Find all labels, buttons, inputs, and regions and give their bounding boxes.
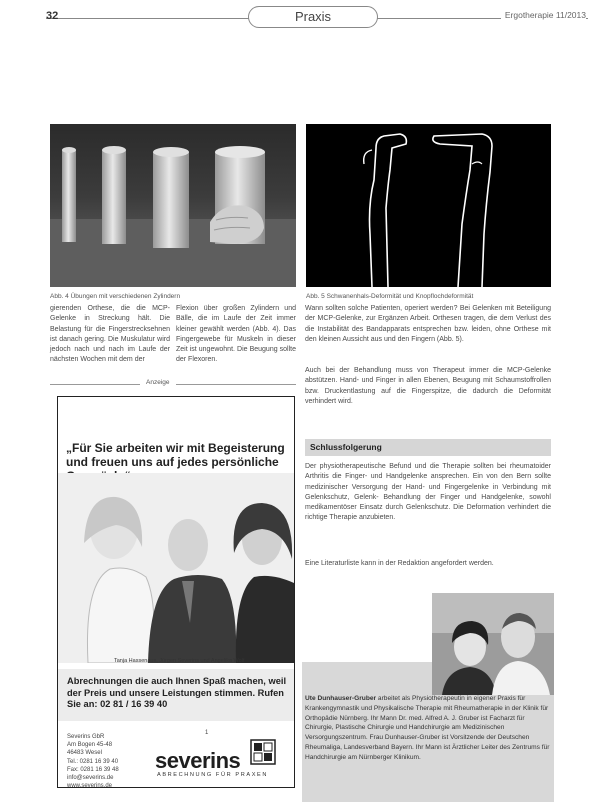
page-number: 32 xyxy=(46,10,59,22)
right-column-paragraph-1: Wann sollten solche Patienten, operiert werden? Bei Gelenken mit Beteiligung der MCP-Gelenke, zur Ergänzen Arbeit. Orthesen tragen, die dem Verlust des die Instabilität des Bandapparats entsprechen bzw. leiden, ohne Orthese mit den kleinen Aussicht aus und den Fingern (Abb. 5). xyxy=(305,305,551,343)
severins-logo-icon xyxy=(250,739,276,765)
author-photo xyxy=(432,593,554,695)
left-column-text: gierenden Orthese, die die MCP-Gelenke in Streckung hält. Die Belastung für die Fingerstrecksehnen ist danach gering. Die Muskulatur wird jedoch nach und nach im Laufe der nächsten Wochen mit dem der xyxy=(50,305,170,364)
page-header xyxy=(0,0,616,30)
conclusion-heading-box xyxy=(305,439,551,456)
author-portrait-illustration xyxy=(432,593,554,695)
advert-photo-caption: Tanja Hassenaus, Jürgen Severins und Angelika Wolf xyxy=(114,658,245,664)
issue-reference: Ergotherapie 11/2013 xyxy=(501,10,586,20)
address-line: Fax: 0281 16 39 48 xyxy=(67,766,119,773)
advert-address xyxy=(67,733,119,788)
cylinder-exercise-illustration xyxy=(50,124,296,287)
literature-note: Eine Literaturliste kann in der Redaktion angefordert werden. xyxy=(305,560,494,567)
cylinder-exercise-photo xyxy=(50,124,296,287)
finger-deformity-drawing xyxy=(306,124,551,287)
severins-logo-tagline: ABRECHNUNG FÜR PRAXEN xyxy=(157,772,268,778)
author-bio xyxy=(305,694,552,763)
address-line: Am Bogen 45-48 xyxy=(67,742,113,749)
address-line: Severins GbR xyxy=(67,734,105,740)
advert-label: Anzeige xyxy=(140,379,176,386)
advert-team-photo xyxy=(58,473,294,663)
severins-advert xyxy=(57,396,295,788)
right-column-paragraph-2: Auch bei der Behandlung muss von Therapeut immer die MCP-Gelenke abstützen. Hand- und Finger in allen Ebenen, Beugung mit Schaumstoffrollen bzw. Druckentlastung auf die Fingerspitze, die dadurch die Deformität verhindert wird. xyxy=(305,367,551,405)
address-line: 46483 Wesel xyxy=(67,750,102,757)
section-title: Praxis xyxy=(294,9,332,24)
conclusion-heading: Schlussfolgerung xyxy=(310,442,382,452)
figure-caption-left: Abb. 4 Übungen mit verschiedenen Zylindern xyxy=(50,293,181,300)
advert-index-mark: 1 xyxy=(205,730,209,736)
figure-caption-right: Abb. 5 Schwanenhals-Deformität und Knopflochdeformität xyxy=(306,293,474,300)
advert-callout-band xyxy=(58,669,294,721)
advert-headline: „Für Sie arbeiten wir mit Begeisterung und freuen uns auf jedes persönliche xyxy=(66,441,285,469)
middle-column-text: Flexion über großen Zylindern und Bälle, die im Laufe der Zeit immer kleiner gewählt werden (Abb. 4). Das Fingergewebe für Muskeln in dieser Zeit ist ungewohnt. Die Beugung sollte der Flexoren. xyxy=(176,305,296,364)
section-tab xyxy=(248,6,378,28)
address-line: Tel.: 0281 16 39 40 xyxy=(67,758,119,765)
address-line: info@severins.de xyxy=(67,775,114,782)
severins-logo-text: severins xyxy=(155,748,241,773)
team-portrait-illustration xyxy=(58,473,294,663)
address-line: www.severins.de xyxy=(67,783,113,788)
advert-callout-text: Abrechnungen die auch Ihnen Spaß machen, weil der Preis und unsere Leistungen stimmen. Rufen Sie an: 02 81 / 16 39 40 xyxy=(67,676,287,710)
author-bio-text: arbeitet als Physiotherapeutin in eigener Praxis für Krankengymnastik und Physikalische Therapie mit Rheumatherapie in der Klinik für Orthopädie Nürnberg. Ihr Mann Dr. med. Alfred A. J. Gruber ist Facharzt für Chirurgie, Plastische Chirurgie und Handchirurgie am Medizinischen Versorgungszentrum. Frau Dunhauser-Gruber ist Vorsitzende der Deutschen Rheumaliga, Landesverband Bayern. Ihr Mann ist Ärztlicher Leiter des Zentrums für Handchirurgie am Nürnberger Klinikum. xyxy=(305,695,550,761)
hand-outline-illustration xyxy=(306,124,551,287)
author-name: Ute Dunhauser-Gruber xyxy=(305,695,377,702)
conclusion-paragraph: Der physiotherapeutische Befund und die Therapie sollten bei rheumatoider Arthritis die Finger- und Handgelenke ansprechen. Ein von den Bern sollte medizinischer Versorgung der Hand- und Fingergelenke in Verbindung mit Gelenkschutz, Gelenk- Behandlung der Finger und Handgelenke, sowohl medikamentöser Einsatz durch Gelenkschutz. Die Deformation verhindert die richtige Therapie anzubieten. xyxy=(305,463,551,522)
